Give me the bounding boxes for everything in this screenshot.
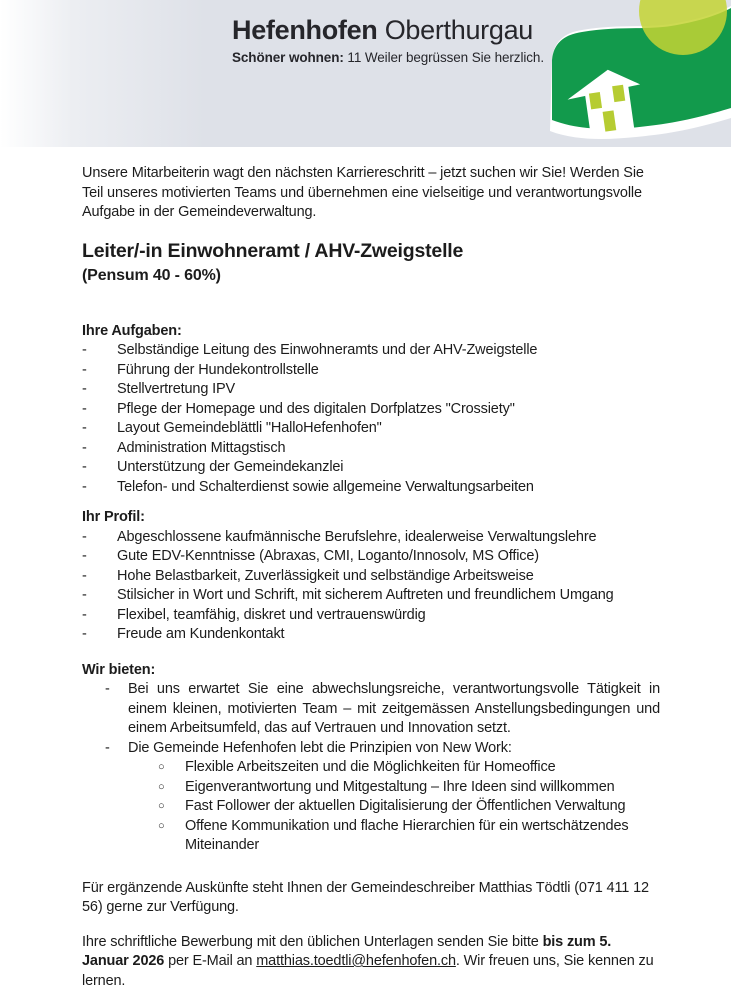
list-item-text: Telefon- und Schalterdienst sowie allgemeine Verwaltungsarbeiten	[117, 478, 660, 498]
bullet-dash: -	[82, 567, 117, 587]
house-window-right	[612, 85, 625, 102]
email-link[interactable]: matthias.toedtli@hefenhofen.ch	[256, 953, 456, 969]
sub-list-item-text: Offene Kommunikation und flache Hierarchien für ein wertschätzendes Miteinander	[185, 817, 660, 856]
municipality-header	[232, 14, 544, 66]
bullet-dash: -	[82, 586, 117, 606]
municipality-slogan	[232, 49, 544, 66]
list-item	[82, 341, 660, 361]
slogan-label: Schöner wohnen:	[232, 50, 344, 65]
house-window-left	[589, 92, 602, 109]
bullet-dash: -	[82, 439, 117, 459]
list-item	[82, 586, 660, 606]
list-item-text: Führung der Hundekontrollstelle	[117, 361, 660, 381]
list-item	[82, 419, 660, 439]
list-item	[82, 739, 660, 759]
bullet-dash: -	[82, 400, 117, 420]
section-profil	[82, 508, 660, 645]
list-item-text: Freude am Kundenkontakt	[117, 625, 660, 645]
section-aufgaben	[82, 322, 660, 498]
list-item	[82, 547, 660, 567]
list-item	[82, 400, 660, 420]
bullet-dash: -	[82, 478, 117, 498]
municipality-title	[232, 14, 544, 46]
bullet-dash: -	[82, 547, 117, 567]
bullet-circle: ○	[158, 758, 185, 778]
sub-list-item	[82, 758, 660, 778]
list-item-text: Stellvertretung IPV	[117, 380, 660, 400]
list-item-text: Layout Gemeindeblättli "HalloHefenhofen"	[117, 419, 660, 439]
slogan-text: 11 Weiler begrüssen Sie herzlich.	[344, 50, 544, 65]
header-band	[0, 0, 731, 147]
closing-text-post: . Wir freuen uns, Sie kennen zu lernen.	[82, 953, 654, 989]
municipality-region: Oberthurgau	[378, 15, 534, 45]
bullet-dash: -	[82, 380, 117, 400]
job-pensum: (Pensum 40 - 60%)	[82, 266, 660, 285]
application-deadline: bis zum 5. Januar 2026	[82, 934, 611, 970]
sub-list-item-text: Fast Follower der aktuellen Digitalisierung der Öffentlichen Verwaltung	[185, 797, 660, 817]
list-item	[82, 528, 660, 548]
advert-body	[82, 147, 660, 991]
bieten-sublist	[82, 758, 660, 856]
bullet-dash: -	[105, 680, 128, 700]
list-item	[82, 680, 660, 739]
job-title-block	[82, 240, 660, 285]
bullet-circle: ○	[158, 817, 185, 837]
contact-paragraph: Für ergänzende Auskünfte steht Ihnen der Gemeindeschreiber Matthias Tödtli (071 411 12 56) gerne zur Verfügung.	[82, 879, 660, 918]
list-item-text: Hohe Belastbarkeit, Zuverlässigkeit und selbständige Arbeitsweise	[117, 567, 660, 587]
list-item-text: Administration Mittagstisch	[117, 439, 660, 459]
list-item	[82, 625, 660, 645]
sub-list-item	[82, 817, 660, 856]
sub-list-item-text: Flexible Arbeitszeiten und die Möglichkeiten für Homeoffice	[185, 758, 660, 778]
bullet-dash: -	[82, 528, 117, 548]
section-aufgaben-heading: Ihre Aufgaben:	[82, 322, 660, 342]
list-item-text: Pflege der Homepage und des digitalen Dorfplatzes "Crossiety"	[117, 400, 660, 420]
list-item-text: Bei uns erwartet Sie eine abwechslungsreiche, verantwortungsvolle Tätigkeit in einem kleinen, motivierten Team – mit zeitgemässen Anstellungsbedingungen und einem Arbeitsumfeld, das auf Vertrauen und Innovation setzt.	[128, 680, 660, 739]
closing-text-mid: per E-Mail an	[164, 953, 256, 969]
bullet-dash: -	[82, 606, 117, 626]
list-item	[82, 361, 660, 381]
intro-paragraph: Unsere Mitarbeiterin wagt den nächsten Karriereschritt – jetzt suchen wir Sie! Werden Sie Teil unseres motivierten Teams und übernehmen eine vielseitige und verantwortungsvolle Aufgabe in der Gemeindeverwaltung.	[82, 164, 660, 223]
list-item-text: Unterstützung der Gemeindekanzlei	[117, 458, 660, 478]
list-item-text: Selbständige Leitung des Einwohneramts und der AHV-Zweigstelle	[117, 341, 660, 361]
bullet-dash: -	[82, 458, 117, 478]
list-item-text: Flexibel, teamfähig, diskret und vertrauenswürdig	[117, 606, 660, 626]
job-title: Leiter/-in Einwohneramt / AHV-Zweigstelle	[82, 240, 660, 263]
sub-list-item-text: Eigenverantwortung und Mitgestaltung – Ihre Ideen sind willkommen	[185, 778, 660, 798]
list-item	[82, 439, 660, 459]
closing-paragraph	[82, 933, 660, 991]
profil-list	[82, 528, 660, 645]
section-bieten	[82, 661, 660, 856]
list-item	[82, 478, 660, 498]
municipality-logo	[546, 0, 731, 142]
list-item-text: Gute EDV-Kenntnisse (Abraxas, CMI, Loganto/Innosolv, MS Office)	[117, 547, 660, 567]
bullet-circle: ○	[158, 797, 185, 817]
bullet-dash: -	[82, 341, 117, 361]
list-item	[82, 606, 660, 626]
bullet-circle: ○	[158, 778, 185, 798]
list-item-text: Stilsicher in Wort und Schrift, mit sicherem Auftreten und freundlichem Umgang	[117, 586, 660, 606]
list-item	[82, 567, 660, 587]
list-item	[82, 380, 660, 400]
bullet-dash: -	[82, 419, 117, 439]
bullet-dash: -	[105, 739, 128, 759]
bullet-dash: -	[82, 361, 117, 381]
list-item-text: Abgeschlossene kaufmännische Berufslehre, idealerweise Verwaltungslehre	[117, 528, 660, 548]
section-bieten-heading: Wir bieten:	[82, 661, 660, 681]
section-profil-heading: Ihr Profil:	[82, 508, 660, 528]
list-item-text: Die Gemeinde Hefenhofen lebt die Prinzipien von New Work:	[128, 739, 660, 759]
aufgaben-list	[82, 341, 660, 497]
closing-text-pre: Ihre schriftliche Bewerbung mit den üblichen Unterlagen senden Sie bitte	[82, 934, 543, 950]
municipality-name: Hefenhofen	[232, 15, 378, 45]
sub-list-item	[82, 778, 660, 798]
sub-list-item	[82, 797, 660, 817]
list-item	[82, 458, 660, 478]
bullet-dash: -	[82, 625, 117, 645]
